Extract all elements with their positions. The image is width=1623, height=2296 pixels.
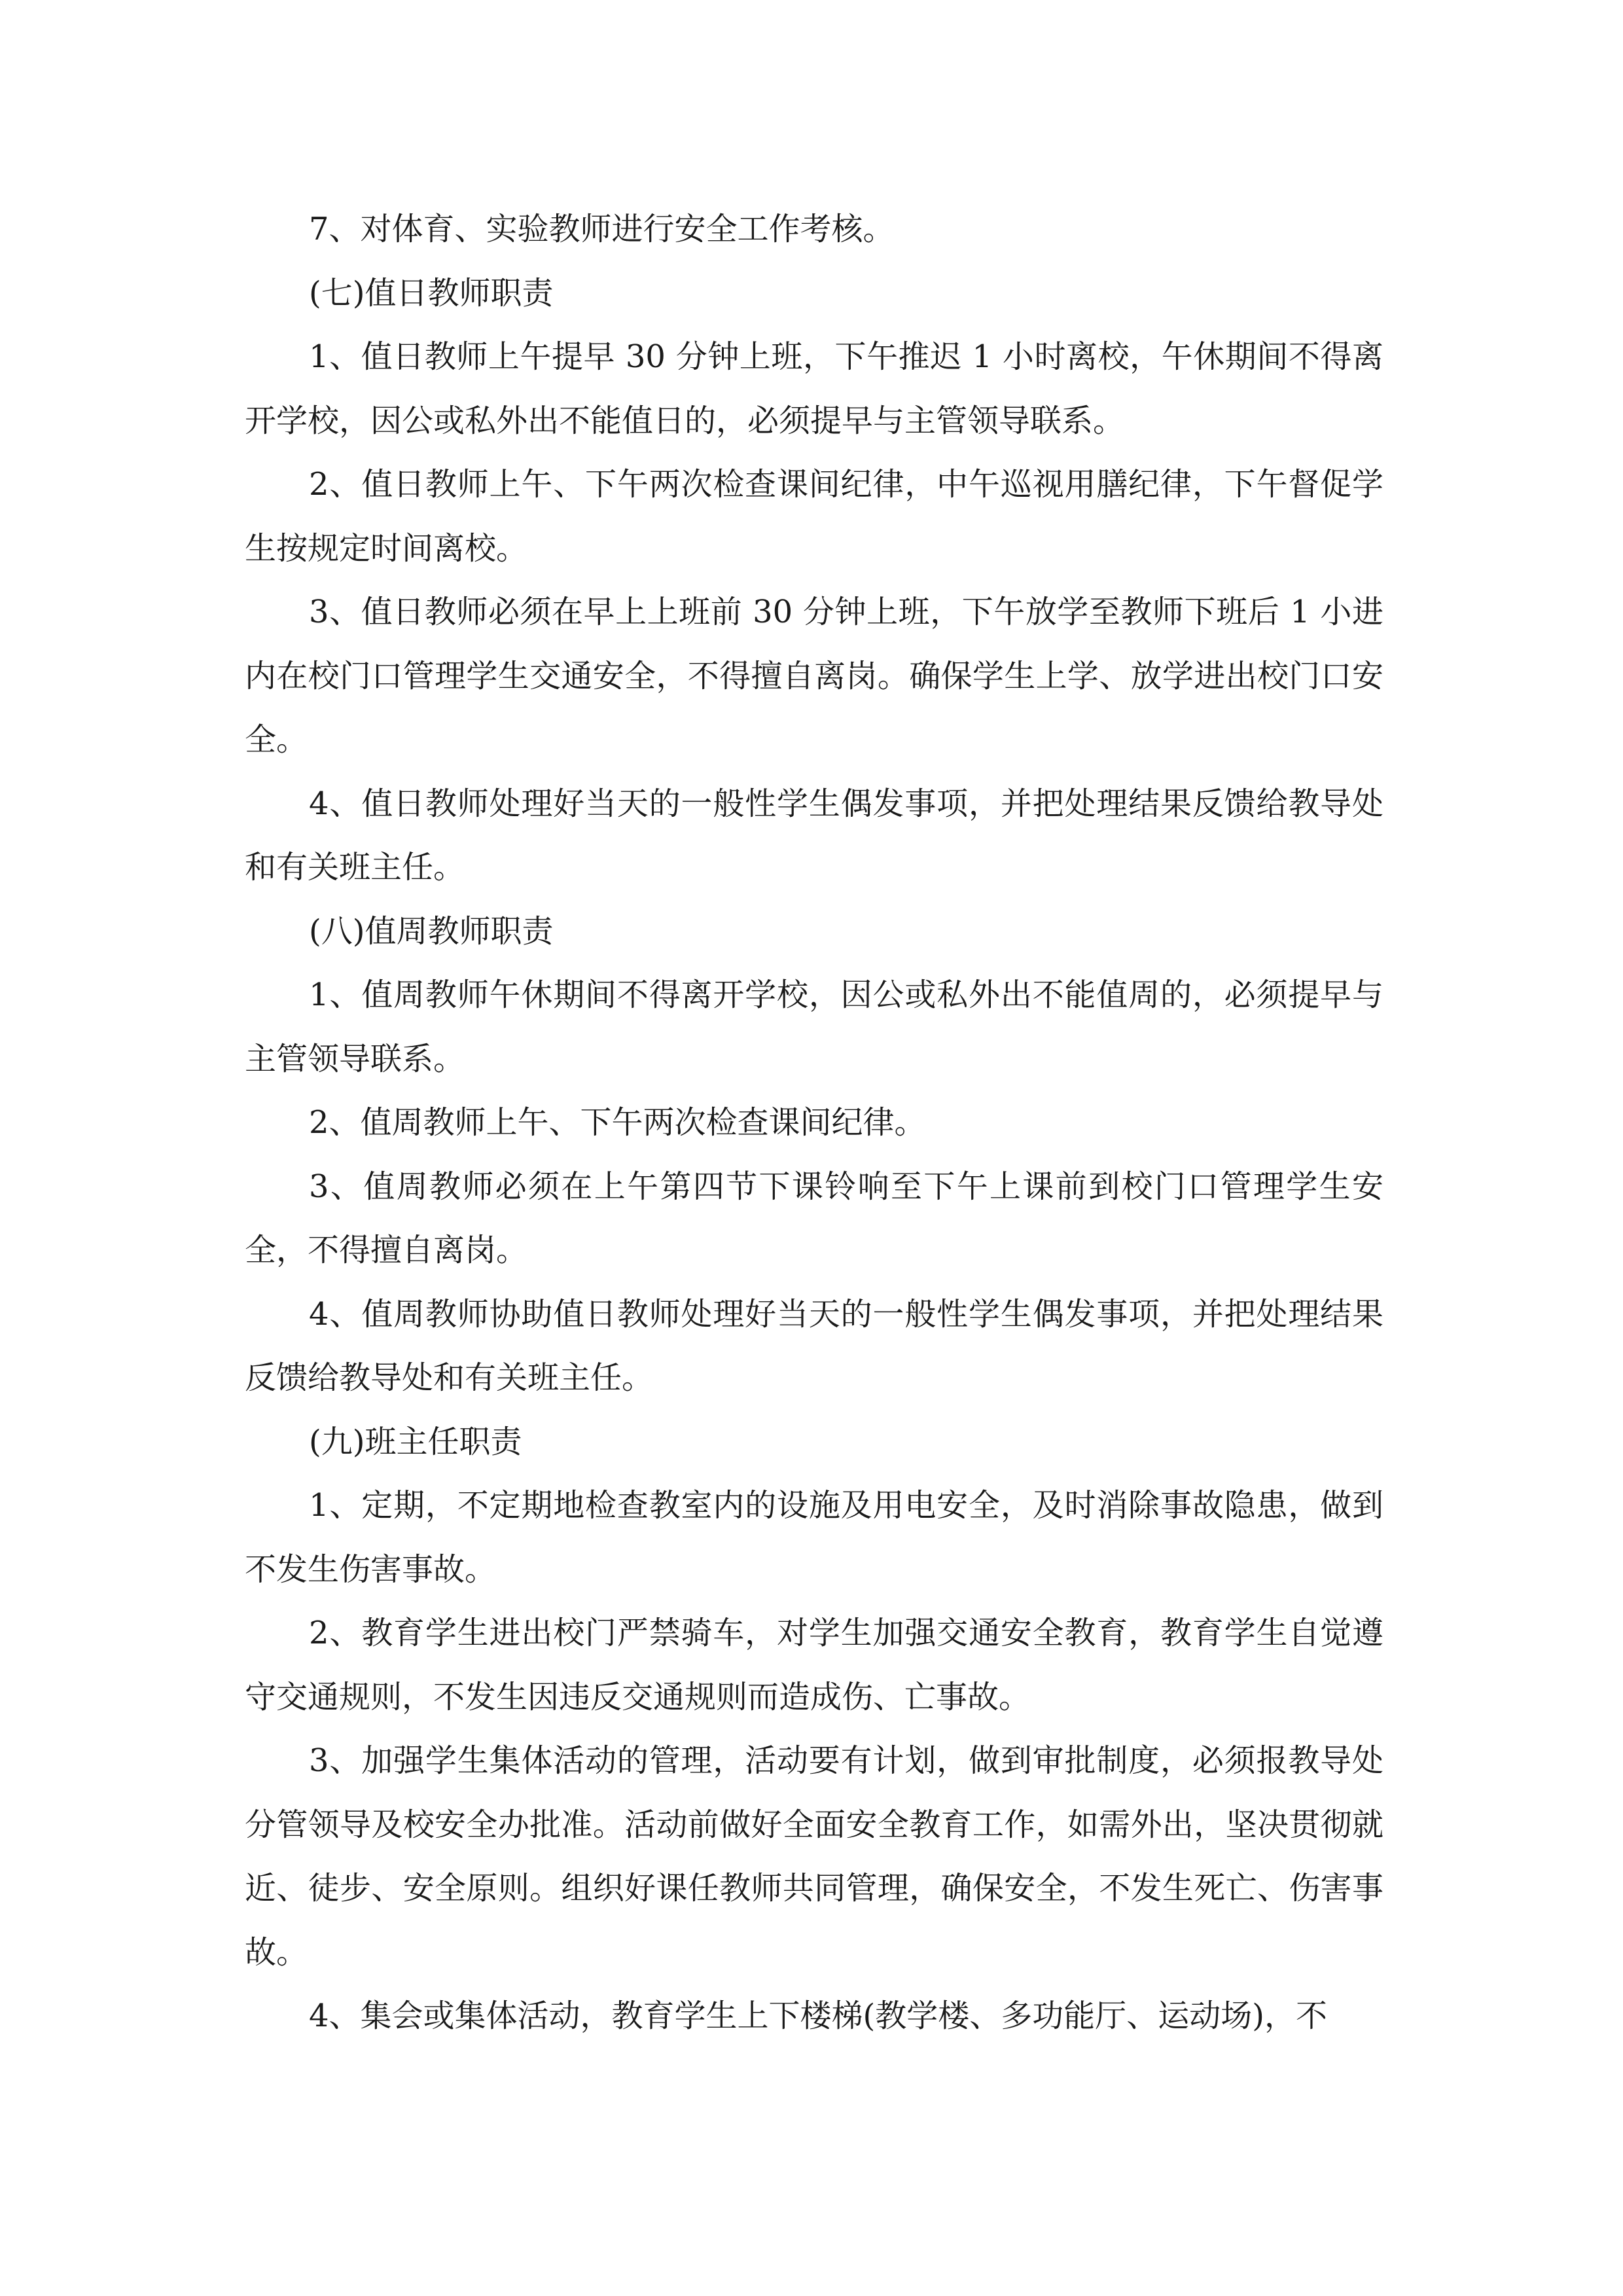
paragraph-teacher-3: 3、加强学生集体活动的管理，活动要有计划，做到审批制度，必须报教导处分管领导及校安全办批准。活动前做好全面安全教育工作，如需外出，坚决贯彻就近、徒步、安全原则。组织好课任教师共同管理，确保安全，不发生死亡、伤害事故。 [245, 1742, 1383, 1971]
paragraph-teacher-4: 4、集会或集体活动，教育学生上下楼梯(教学楼、多功能厅、运动场)，不 [309, 1998, 1327, 2034]
paragraph-duty-2: 2、值日教师上午、下午两次检查课间纪律，中午巡视用膳纪律，下午督促学生按规定时间离校。 [245, 466, 1383, 567]
section-heading-8: (八)值周教师职责 [309, 912, 554, 950]
paragraph-teacher-1: 1、定期，不定期地检查教室内的设施及用电安全，及时消除事故隐患，做到不发生伤害事故。 [245, 1487, 1383, 1588]
paragraph-duty-1: 1、值日教师上午提早 30 分钟上班，下午推迟 1 小时离校，午休期间不得离开学校，因公或私外出不能值日的，必须提早与主管领导联系。 [245, 338, 1383, 439]
paragraph-weekly-1: 1、值周教师午休期间不得离开学校，因公或私外出不能值周的，必须提早与主管领导联系。 [245, 977, 1383, 1077]
paragraph-teacher-2: 2、教育学生进出校门严禁骑车，对学生加强交通安全教育，教育学生自觉遵守交通规则，不发生因违反交通规则而造成伤、亡事故。 [245, 1615, 1383, 1715]
paragraph-weekly-2: 2、值周教师上午、下午两次检查课间纪律。 [309, 1104, 926, 1141]
paragraph-duty-4: 4、值日教师处理好当天的一般性学生偶发事项，并把处理结果反馈给教导处和有关班主任。 [245, 785, 1383, 886]
section-heading-7: (七)值日教师职责 [309, 274, 554, 312]
paragraph-weekly-3: 3、值周教师必须在上午第四节下课铃响至下午上课前到校门口管理学生安全，不得擅自离岗。 [245, 1168, 1383, 1268]
paragraph-duty-3: 3、值日教师必须在早上上班前 30 分钟上班，下午放学至教师下班后 1 小进内在校门口管理学生交通安全，不得擅自离岗。确保学生上学、放学进出校门口安全。 [245, 594, 1383, 758]
paragraph-weekly-4: 4、值周教师协助值日教师处理好当天的一般性学生偶发事项，并把处理结果反馈给教导处和有关班主任。 [245, 1295, 1383, 1396]
paragraph-item-7: 7、对体育、实验教师进行安全工作考核。 [309, 211, 895, 247]
document-body [245, 198, 1383, 2049]
section-heading-9: (九)班主任职责 [309, 1423, 522, 1460]
